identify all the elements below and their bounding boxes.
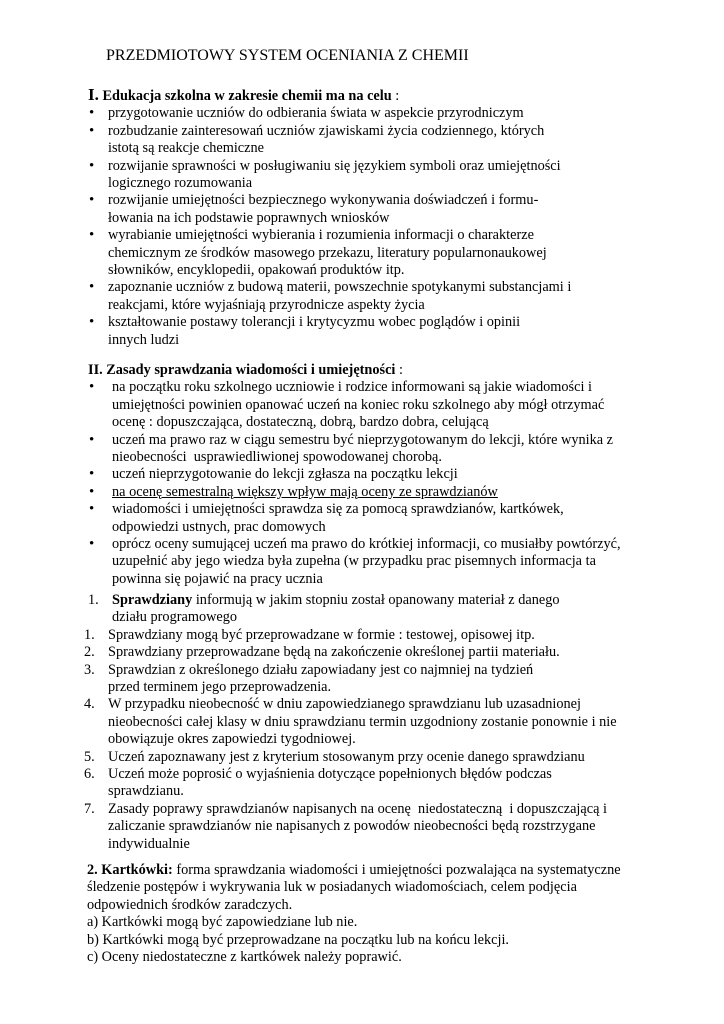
list-item: 4. W przypadku nieobecność w dniu zapowiedzianego sprawdzianu lub uzasadnionej nieobecności całej klasy w dniu sprawdzianu termin uzgodniony zostanie ponownie i nie obowiązuje okres zapowiedzi tygodniowej. — [84, 696, 617, 748]
section-rules — [88, 362, 648, 588]
list-item: • kształtowanie postawy tolerancji i krytycyzmu wobec poglądów i opinii innych ludzi — [88, 314, 648, 349]
list-item: • zapoznanie uczniów z budową materii, powszechnie spotykanymi substancjami i reakcjami, które wyjaśniają przyrodnicze aspekty życia — [88, 279, 648, 314]
list-item: • na początku roku szkolnego uczniowie i rodzice informowani są jakie wiadomości i umiejętności powinien opanować uczeń na koniec roku szkolnego aby mógł otrzymać ocenę : dopuszczająca, dostateczną, dobrą, bardzo dobra, celującą — [88, 379, 648, 431]
rules-list — [88, 379, 648, 588]
list-item: c) Oceny niedostateczne z kartkówek należy poprawić. — [87, 949, 402, 966]
list-item: • wiadomości i umiejętności sprawdza się za pomocą sprawdzianów, kartkówek, odpowiedzi ustnych, prac domowych — [88, 501, 648, 536]
tests-intro: 1. Sprawdziany informują w jakim stopniu został opanowany materiał z danego działu programowego — [88, 592, 560, 626]
list-item: • przygotowanie uczniów do odbierania świata w aspekcie przyrodniczym — [88, 105, 648, 122]
list-item: • rozbudzanie zainteresowań uczniów zjawiskami życia codziennego, których istotą są reakcje chemiczne — [88, 123, 648, 158]
list-item: • uczeń ma prawo raz w ciągu semestru być nieprzygotowanym do lekcji, które wynika z nieobecności usprawiedliwionej spowodowanej chorobą. — [88, 432, 648, 467]
goals-list — [88, 105, 648, 349]
list-item: b) Kartkówki mogą być przeprowadzane na początku lub na końcu lekcji. — [87, 931, 509, 948]
list-item: 2. Sprawdziany przeprowadzane będą na zakończenie określonej partii materiału. — [84, 644, 560, 661]
list-item: • rozwijanie umiejętności bezpiecznego wykonywania doświadczeń i formu- łowania na ich podstawie poprawnych wniosków — [88, 192, 648, 227]
tests-list — [84, 592, 644, 853]
list-item: • na ocenę semestralną większy wpływ mają oceny ze sprawdzianów — [88, 484, 648, 501]
list-item: a) Kartkówki mogą być zapowiedziane lub nie. — [87, 914, 358, 931]
section-quizzes — [87, 862, 647, 966]
section-heading-text: Edukacja szkolna w zakresie chemii ma na celu — [102, 88, 392, 104]
list-item: 5. Uczeń zapoznawany jest z kryterium stosowanym przy ocenie danego sprawdzianu — [84, 748, 585, 765]
quizzes-intro: 2. Kartkówki: forma sprawdzania wiadomości i umiejętności pozwalająca na systematyczne śledzenie postępów i wykrywania luk w posiadanych wiadomościach, celem podjęcia odpowiednich środków zaradczych. — [87, 862, 621, 913]
section-numeral: I. — [88, 85, 99, 104]
list-item: • uczeń nieprzygotowanie do lekcji zgłasza na początku lekcji — [88, 466, 648, 483]
section-goals — [88, 86, 648, 349]
list-item: 6. Uczeń może poprosić o wyjaśnienia dotyczące popełnionych błędów podczas sprawdzianu. — [84, 766, 552, 800]
list-item: • wyrabianie umiejętności wybierania i rozumienia informacji o charakterze chemicznym ze środków masowego przekazu, literatury popularnonaukowej słowników, encyklopedii, opakowań produktów itp. — [88, 227, 648, 279]
section-rules-heading: II. Zasady sprawdzania wiadomości i umiejętności : — [88, 362, 403, 378]
section-tests — [84, 592, 644, 853]
list-item: 7. Zasady poprawy sprawdzianów napisanych na ocenę niedostateczną i dopuszczającą i zaliczanie sprawdzianów nie napisanych z powodów nieobecności będą rozstrzygane indywidualnie — [84, 800, 607, 852]
list-item: 3. Sprawdzian z określonego działu zapowiadany jest co najmniej na tydzień przed terminem jego przeprowadzenia. — [84, 661, 534, 696]
list-item: 1. Sprawdziany mogą być przeprowadzane w formie : testowej, opisowej itp. — [84, 626, 535, 643]
document-title: PRZEDMIOTOWY SYSTEM OCENIANIA Z CHEMII — [106, 47, 469, 64]
list-item: • oprócz oceny sumującej uczeń ma prawo do krótkiej informacji, co musiałby powtórzyć, uzupełnić aby jego wiedza była zupełna (w przypadku prac pisemnych informacja ta powinna się pojawić na pracy ucznia — [88, 536, 648, 588]
section-goals-heading: I. Edukacja szkolna w zakresie chemii ma na celu : — [88, 85, 400, 104]
list-item: • rozwijanie sprawności w posługiwaniu się językiem symboli oraz umiejętności logicznego rozumowania — [88, 158, 648, 193]
